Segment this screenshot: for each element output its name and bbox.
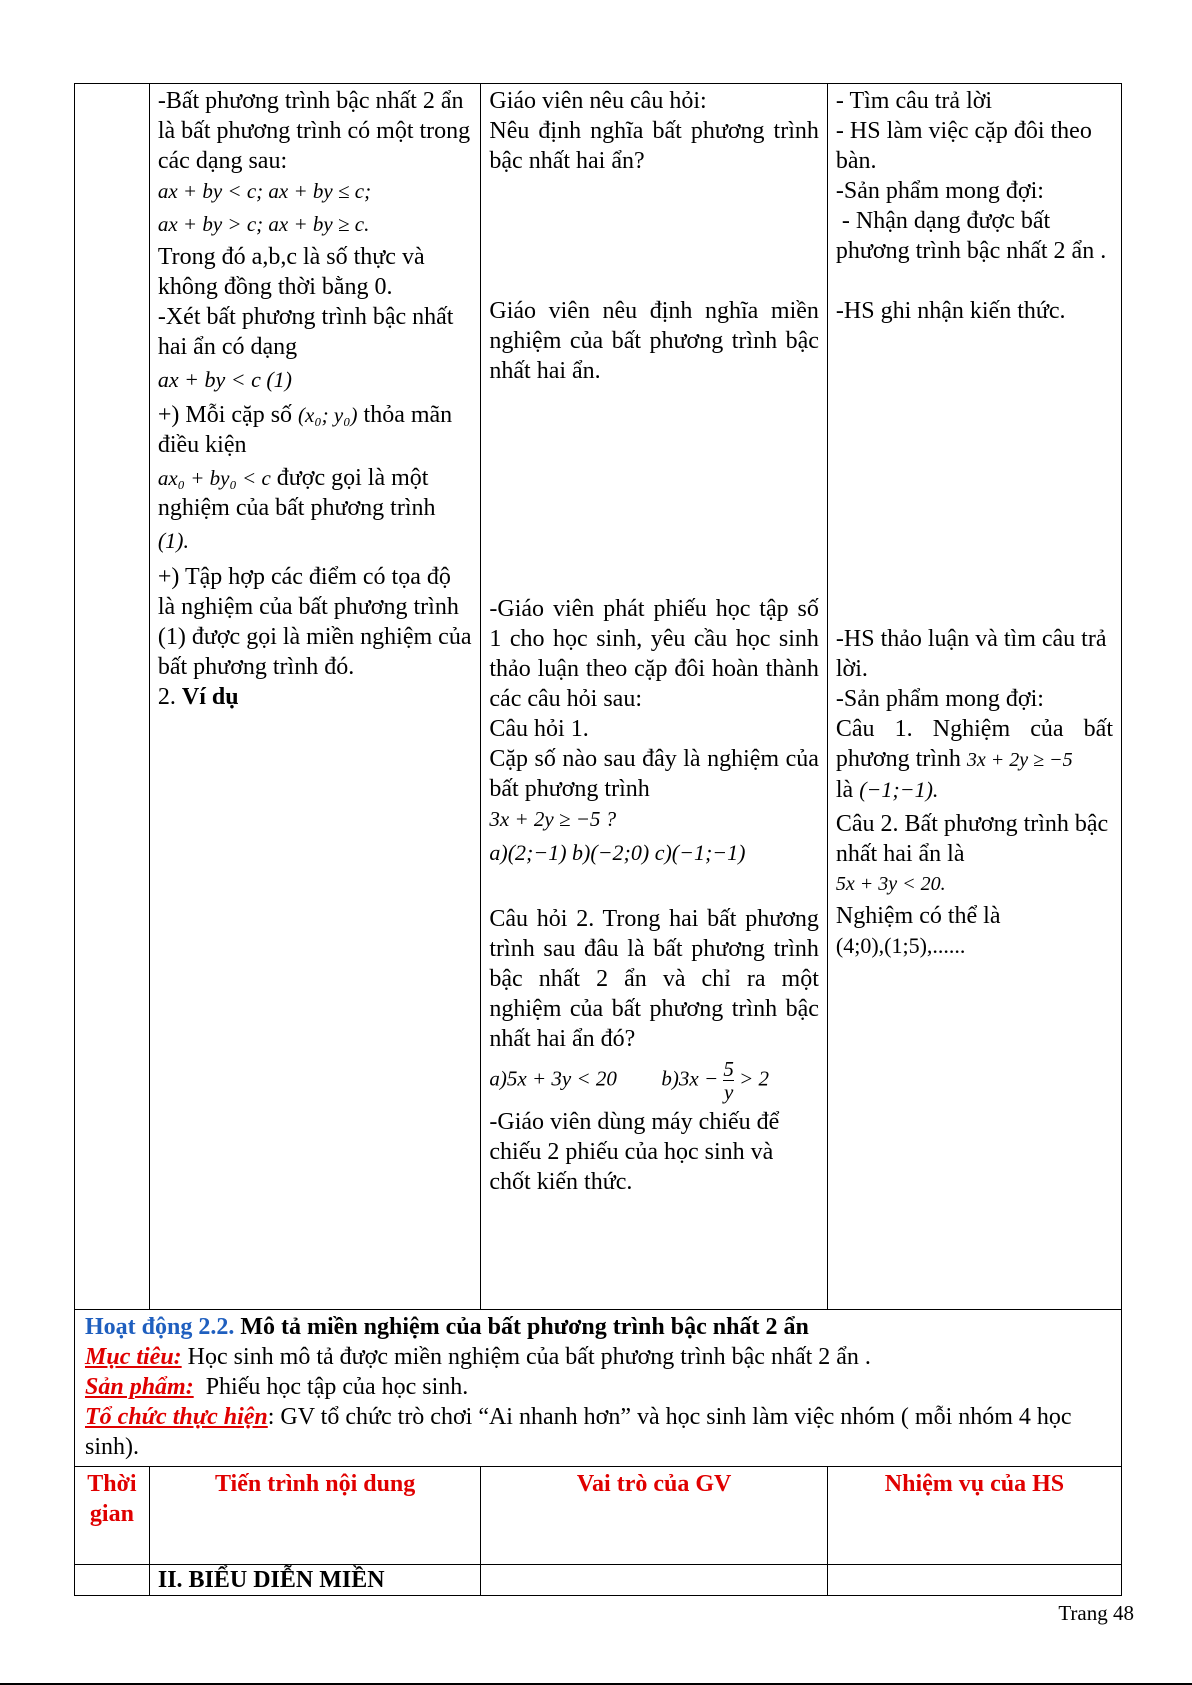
content-cell (149, 84, 481, 1310)
text: -Sản phẩm mong đợi: (835, 686, 1044, 712)
text-part: là (835, 777, 854, 803)
header-teacher: Vai trò của GV (481, 1467, 828, 1565)
text: - Nhận dạng được bất phương trình bậc nhất 2 ẩn . (835, 208, 1107, 264)
text: Giáo viên nêu định nghĩa miền nghiệm của bất phương trình bậc nhất hai ẩn. (489, 298, 819, 384)
text: Câu hỏi 2. Trong hai bất phương trình sau đâu là bất phương trình bậc nhất 2 ẩn và chỉ ra một nghiệm của bất phương trình bậc nhất hai ẩn đó? (489, 906, 819, 1052)
lesson-table (74, 83, 1122, 1596)
goal-line (85, 1342, 1111, 1372)
goal-label: Mục tiêu: (85, 1344, 182, 1370)
activity-name: Mô tả miền nghiệm của bất phương trình bậc nhất 2 ẩn (234, 1314, 809, 1340)
header-content: Tiến trình nội dung (149, 1467, 481, 1565)
text (836, 775, 1113, 805)
example-heading (158, 682, 473, 712)
header-student: Nhiệm vụ của HS (827, 1467, 1121, 1565)
formula: 5x + 3y < 20. (835, 873, 946, 895)
activity-cell (75, 1310, 1122, 1467)
text: Giáo viên nêu câu hỏi: (489, 88, 707, 114)
organization-label: Tổ chức thực hiện (85, 1404, 268, 1430)
denominator: y (723, 1080, 734, 1104)
header-time: Thời gian (75, 1467, 150, 1565)
text-part: được gọi là một nghiệm của bất phương trình (157, 465, 436, 521)
text: Câu 2. Bất phương trình bậc nhất hai ẩn là (835, 811, 1109, 867)
text: -Giáo viên dùng máy chiếu để chiếu 2 phiếu của học sinh và chốt kiến thức. (489, 1109, 780, 1195)
fraction (723, 1058, 734, 1103)
formula: a)(2;−1) b)(−2;0) c)(−1;−1) (489, 840, 746, 865)
text-part: +) Mỗi cặp số (157, 402, 293, 428)
formula: 3x + 2y ≥ −5 (966, 749, 1073, 771)
text: Cặp số nào sau đây là nghiệm của bất phương trình (489, 746, 819, 802)
product-line (85, 1372, 1111, 1402)
text: - Tìm câu trả lời (835, 88, 993, 114)
text (158, 463, 473, 523)
teacher-cell (481, 84, 828, 1310)
formula: ax₀ + by₀ < c (157, 466, 271, 490)
text: - HS làm việc cặp đôi theo bàn. (835, 118, 1092, 174)
text: -Sản phẩm mong đợi: (835, 178, 1044, 204)
product-label: Sản phẩm: (85, 1374, 194, 1400)
student-cell (827, 84, 1121, 1310)
formula (489, 1058, 819, 1103)
text-part: Ví dụ (181, 684, 239, 710)
student-cell (827, 1565, 1121, 1596)
formula: ax + by < c (1) (157, 367, 292, 392)
organization-text: : GV tổ chức trò chơi “Ai nhanh hơn” và học sinh làm việc nhóm ( mỗi nhóm 4 học sinh). (85, 1404, 1072, 1460)
section-heading: II. BIỂU DIỄN MIỀN (149, 1565, 481, 1596)
formula: (x₀; y₀) (298, 403, 358, 427)
text: Nghiệm có thể là (835, 903, 1001, 929)
time-cell (75, 1565, 150, 1596)
numerator: 5 (723, 1057, 734, 1081)
text: -HS ghi nhận kiến thức. (835, 298, 1066, 324)
text: -Xét bất phương trình bậc nhất hai ẩn có dạng (157, 304, 454, 360)
text: -Giáo viên phát phiếu học tập số 1 cho học sinh, yêu cầu học sinh thảo luận theo cặp đôi hoàn thành các câu hỏi sau: (489, 596, 819, 712)
formula: ax + by < c; ax + by ≤ c; (157, 179, 372, 203)
formula: 3x + 2y ≥ −5 ? (489, 807, 617, 831)
formula-part: a)5x + 3y < 20 (489, 1066, 617, 1091)
table-row (75, 1565, 1122, 1596)
formula-part: > 2 (739, 1066, 770, 1091)
formula-part: b)3x − (661, 1066, 719, 1091)
activity-row (75, 1310, 1122, 1467)
product-text: Phiếu học tập của học sinh. (193, 1374, 469, 1400)
text (158, 400, 473, 460)
formula: (4;0),(1;5),...... (835, 933, 966, 958)
table-row (75, 84, 1122, 1310)
text-part: thỏa mãn điều kiện (157, 402, 453, 458)
goal-text: Học sinh mô tả được miền nghiệm của bất phương trình bậc nhất 2 ẩn . (181, 1344, 871, 1370)
header-row (75, 1467, 1122, 1565)
activity-title (85, 1312, 1111, 1342)
activity-number: Hoạt động 2.2. (85, 1314, 235, 1340)
text: -HS thảo luận và tìm câu trả lời. (835, 626, 1107, 682)
formula: (1). (157, 528, 190, 553)
text: Câu hỏi 1. (489, 716, 589, 742)
formula: (−1;−1). (859, 777, 939, 802)
text (836, 714, 1113, 775)
text: +) Tập hợp các điểm có tọa độ là nghiệm của bất phương trình (1) được gọi là miền nghiệm của bất phương trình đó. (157, 564, 472, 680)
text: Trong đó a,b,c là số thực và không đồng thời bằng 0. (157, 244, 425, 300)
formula: ax + by > c; ax + by ≥ c. (157, 212, 370, 236)
text-part: 2. (157, 684, 176, 710)
teacher-cell (481, 1565, 828, 1596)
page-number: Trang 48 (1058, 1601, 1134, 1625)
text-part: Câu 1. Nghiệm của bất phương trình (835, 716, 1113, 772)
definition-text: -Bất phương trình bậc nhất 2 ẩn là bất phương trình có một trong các dạng sau: (157, 88, 471, 174)
time-cell (75, 84, 150, 1310)
organization-line (85, 1402, 1111, 1462)
text: Nêu định nghĩa bất phương trình bậc nhất hai ẩn? (489, 118, 819, 174)
